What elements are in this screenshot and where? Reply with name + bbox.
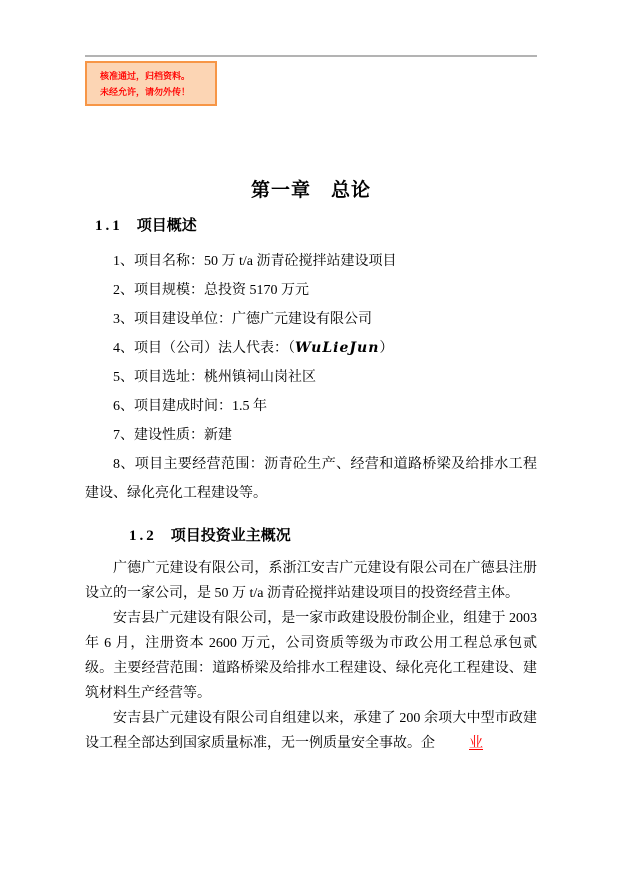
list-item-1: 1、项目名称：50 万 t/a 沥青砼搅拌站建设项目: [113, 254, 397, 269]
list-item-4: [85, 334, 537, 363]
list-item-3: 3、项目建设单位：广德广元建设有限公司: [113, 312, 372, 327]
project-overview-list: [85, 247, 537, 508]
list-item-5: 5、项目选址：桃州镇祠山岗社区: [113, 370, 316, 385]
section-heading-1-1: [95, 216, 537, 237]
paragraph-1: 广德广元建设有限公司，系浙江安吉广元建设有限公司在广德县注册设立的一家公司，是 50 万 t/a 沥青砼搅拌站建设项目的投资经营主体。: [85, 561, 537, 601]
section-number: 1.2: [129, 528, 157, 544]
legal-rep-signature: WuLieJun: [295, 340, 380, 356]
list-item-8: 8、项目主要经营范围：沥青砼生产、经营和道路桥梁及给排水工程建设、绿化亮化工程建设等。: [85, 457, 537, 501]
section-number: 1.1: [95, 218, 123, 234]
header-divider: [85, 55, 537, 57]
paragraph-3-text: 安吉县广元建设有限公司自组建以来，承建了 200 余项大中型市政建设工程全部达到国家质量标准，无一例质量安全事故。企: [85, 711, 537, 751]
list-item-6: 6、项目建成时间：1.5 年: [113, 399, 267, 414]
investor-paragraphs: [85, 556, 537, 756]
red-underlined-char[interactable]: 业: [469, 736, 483, 751]
chapter-title: 第一章 总论: [250, 180, 371, 201]
legal-rep-prefix: 4、项目（公司）法人代表：（: [113, 341, 295, 356]
section-title: 项目概述: [136, 218, 197, 234]
notice-line-1: 核准通过，归档资料。: [100, 71, 191, 81]
paragraph-2: 安吉县广元建设有限公司，是一家市政建设股份制企业，组建于 2003 年 6 月，注册资本 2600 万元，公司资质等级为市政公用工程总承包贰级。主要经营范围：道路桥梁及给排水工程建设、绿化亮化工程建设、建筑材料生产经营等。: [85, 611, 537, 701]
notice-line-2: 未经允许，请勿外传！: [100, 87, 191, 97]
list-item-7: 7、建设性质：新建: [113, 428, 232, 443]
confidential-notice-box: [85, 61, 217, 106]
section-title: 项目投资业主概况: [170, 528, 291, 544]
section-heading-1-2: [129, 526, 537, 547]
paragraph-3: [85, 706, 537, 756]
legal-rep-suffix: ）: [379, 341, 394, 356]
list-item-2: 2、项目规模：总投资 5170 万元: [113, 283, 309, 298]
